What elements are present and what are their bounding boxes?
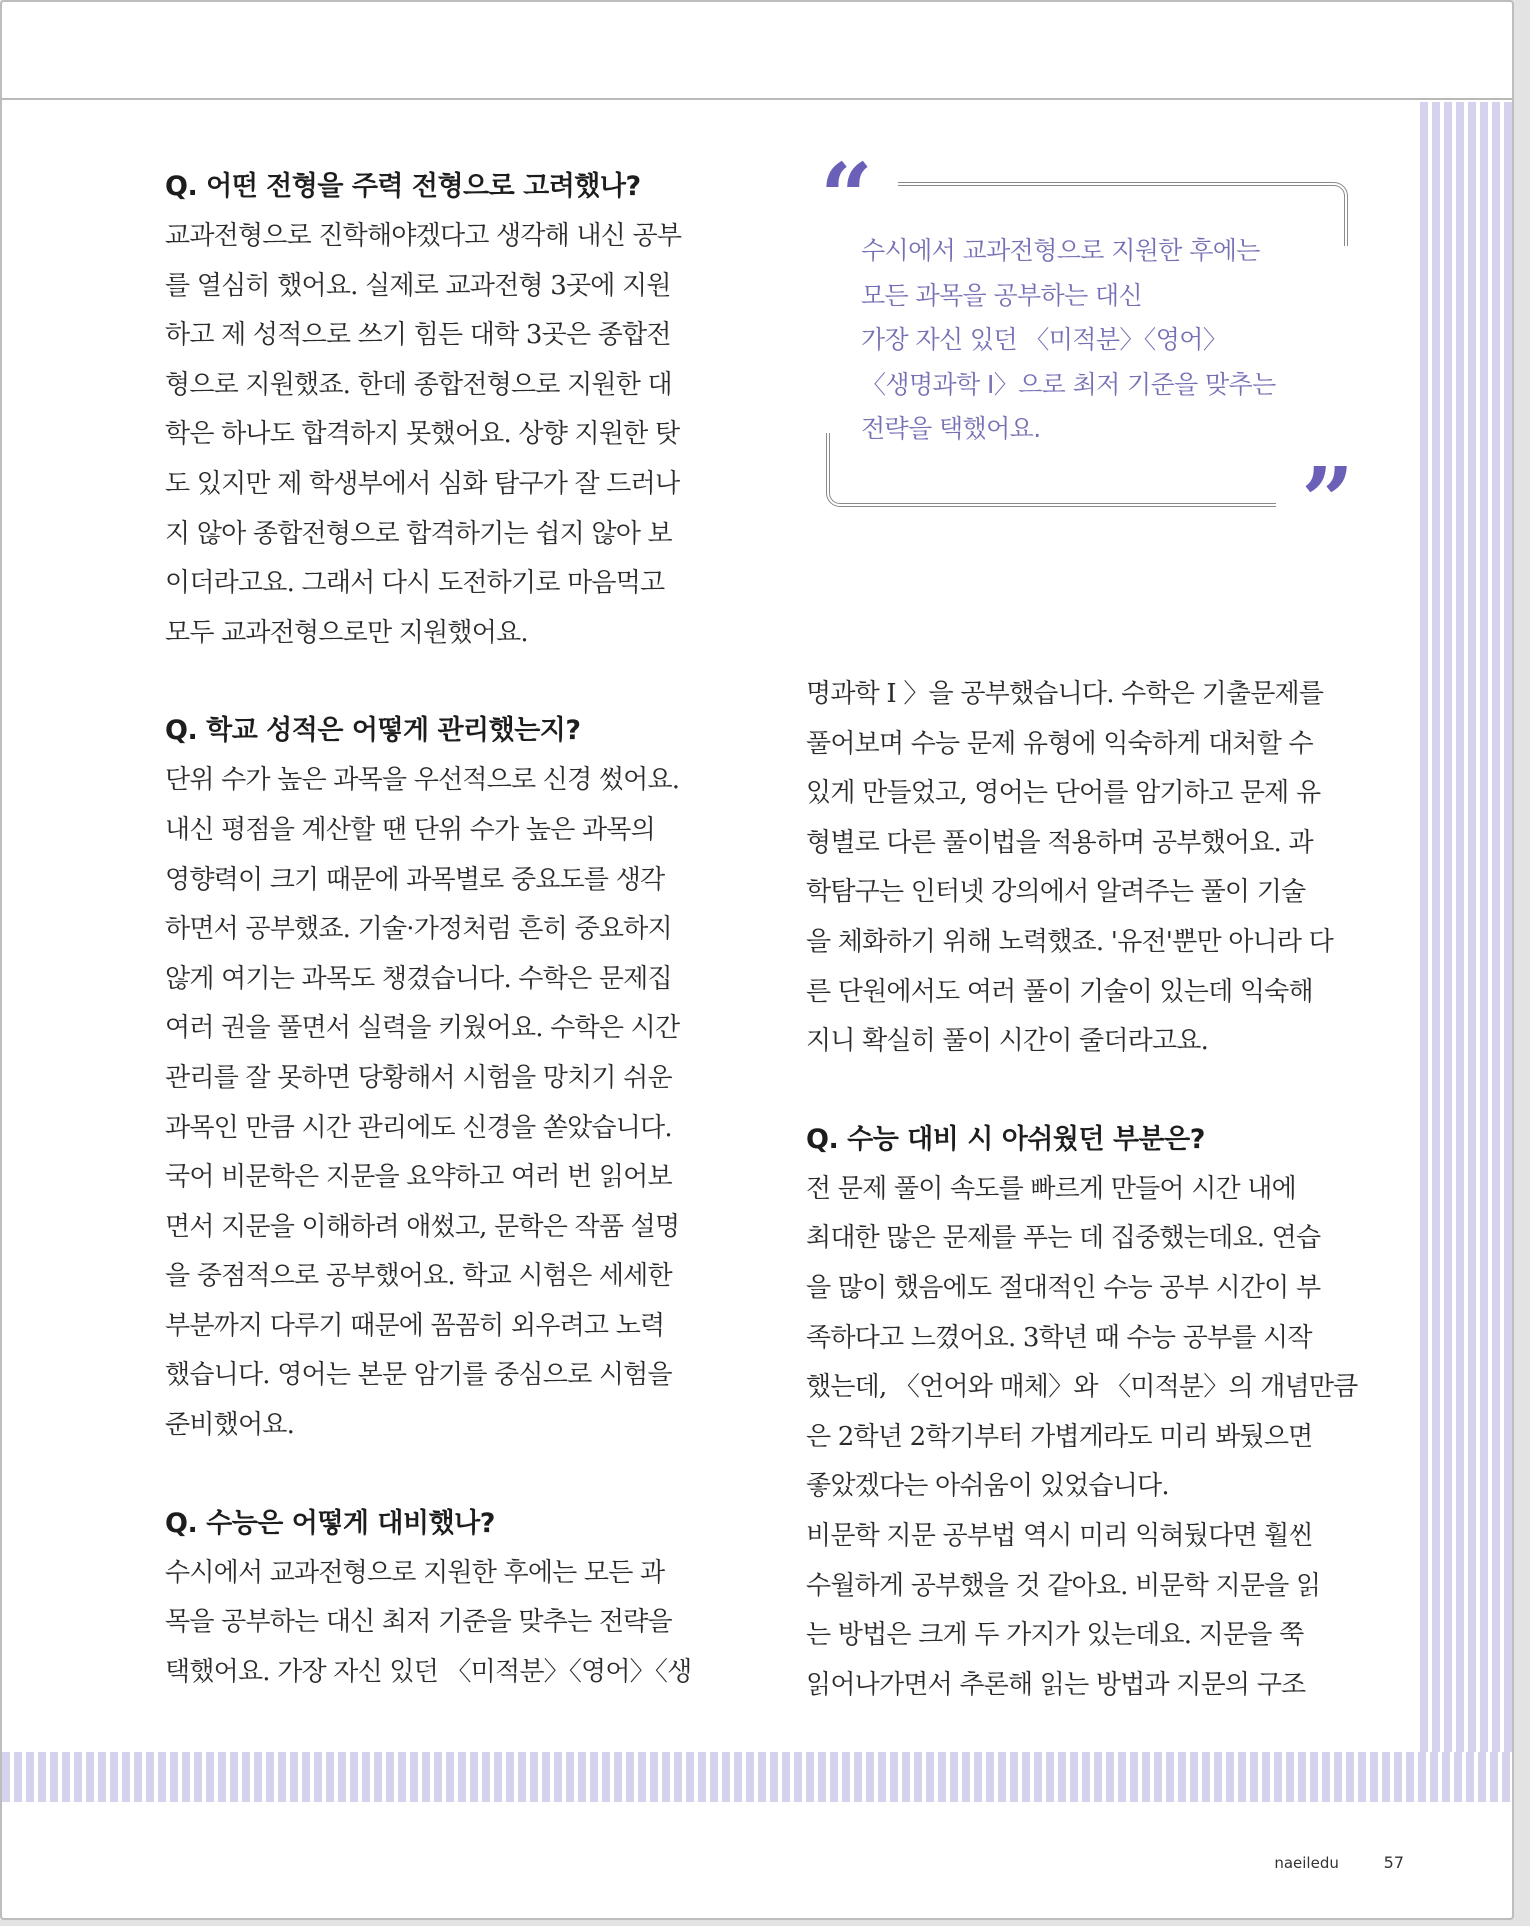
body-line: 을 많이 했음에도 절대적인 수능 공부 시간이 부 — [806, 1272, 1321, 1303]
body-line: 국어 비문학은 지문을 요약하고 여러 번 읽어보 — [165, 1162, 672, 1193]
body-line: 는 방법은 크게 두 가지가 있는데요. 지문을 쭉 — [806, 1620, 1304, 1651]
question-heading: Q. 어떤 전형을 주력 전형으로 고려했나? — [165, 171, 641, 202]
body-line: 내신 평점을 계산할 땐 단위 수가 높은 과목의 — [165, 814, 655, 845]
footer-brand: naeiledu — [1274, 1854, 1339, 1872]
body-line: 준비했어요. — [165, 1410, 295, 1441]
body-line: 좋았겠다는 아쉬움이 있었습니다. — [806, 1471, 1169, 1502]
body-line: 단위 수가 높은 과목을 우선적으로 신경 썼어요. — [165, 765, 680, 796]
body-line: 족하다고 느꼈어요. 3학년 때 수능 공부를 시작 — [806, 1322, 1312, 1353]
body-line: 도 있지만 제 학생부에서 심화 탐구가 잘 드러나 — [165, 468, 680, 499]
pull-quote-text — [861, 229, 1331, 452]
answer-body — [165, 756, 705, 1450]
body-line: 영향력이 크기 때문에 과목별로 중요도를 생각 — [165, 864, 665, 895]
pull-quote-line: 전략을 택했어요. — [861, 414, 1041, 444]
body-line: 을 중점적으로 공부했어요. 학교 시험은 세세한 — [165, 1261, 672, 1292]
body-line: 했는데, 〈언어와 매체〉와 〈미적분〉의 개념만큼 — [806, 1372, 1358, 1403]
body-line: 이더라고요. 그래서 다시 도전하기로 마음먹고 — [165, 568, 665, 599]
body-line: 과목인 만큼 시간 관리에도 신경을 쏟았습니다. — [165, 1112, 672, 1143]
body-line: 있게 만들었고, 영어는 단어를 암기하고 문제 유 — [806, 778, 1321, 809]
body-line: 않게 여기는 과목도 챙겼습니다. 수학은 문제집 — [165, 963, 672, 994]
body-line: 여러 권을 풀면서 실력을 키웠어요. 수학은 시간 — [165, 1013, 680, 1044]
answer-body — [165, 1549, 705, 1698]
body-line: 비문학 지문 공부법 역시 미리 익혀뒀다면 훨씬 — [806, 1520, 1313, 1551]
body-line: 관리를 잘 못하면 당황해서 시험을 망치기 쉬운 — [165, 1062, 672, 1093]
body-line: 목을 공부하는 대신 최저 기준을 맞추는 전략을 — [165, 1607, 672, 1638]
body-line: 하면서 공부했죠. 기술·가정처럼 흔히 중요하지 — [165, 914, 672, 945]
body-line: 을 체화하기 위해 노력했죠. '유전'뿐만 아니라 다 — [806, 926, 1333, 957]
decorative-stripe-horizontal — [2, 1752, 1512, 1802]
answer-body — [165, 212, 705, 658]
answer-body-continued — [806, 670, 1346, 1067]
decorative-stripe-vertical — [1420, 102, 1512, 1756]
body-line: 학탐구는 인터넷 강의에서 알려주는 풀이 기술 — [806, 877, 1306, 908]
pull-quote-line: 〈생명과학 I〉으로 최저 기준을 맞추는 — [861, 369, 1276, 399]
pull-quote-line: 수시에서 교과전형으로 지원한 후에는 — [861, 236, 1260, 265]
body-line: 하고 제 성적으로 쓰기 힘든 대학 3곳은 종합전 — [165, 320, 671, 351]
body-line: 면서 지문을 이해하려 애썼고, 문학은 작품 설명 — [165, 1211, 680, 1242]
body-line: 명과학 I 〉을 공부했습니다. 수학은 기출문제를 — [806, 679, 1324, 709]
body-line: 최대한 많은 문제를 푸는 데 집중했는데요. 연습 — [806, 1223, 1321, 1254]
body-line: 택했어요. 가장 자신 있던 〈미적분〉〈영어〉〈생 — [165, 1656, 692, 1687]
open-quote-icon: “ — [820, 143, 873, 251]
right-column — [806, 670, 1358, 1710]
body-line: 수월하게 공부했을 것 같아요. 비문학 지문을 읽 — [806, 1570, 1321, 1601]
question-heading: Q. 수능은 어떻게 대비했나? — [165, 1507, 495, 1539]
answer-body — [806, 1165, 1358, 1711]
body-line: 형별로 다른 풀이법을 적용하며 공부했어요. 과 — [806, 827, 1313, 858]
pull-quote-line: 모든 과목을 공부하는 대신 — [861, 280, 1143, 310]
left-column — [165, 162, 705, 1697]
body-line: 른 단원에서도 여러 풀이 기술이 있는데 익숙해 — [806, 976, 1313, 1007]
question-heading: Q. 수능 대비 시 아쉬웠던 부분은? — [806, 1123, 1205, 1155]
question-heading: Q. 학교 성적은 어떻게 관리했는지? — [165, 715, 581, 747]
page-number: 57 — [1383, 1853, 1404, 1872]
body-line: 전 문제 풀이 속도를 빠르게 만들어 시간 내에 — [806, 1173, 1296, 1204]
close-quote-icon: ” — [1301, 447, 1354, 555]
body-line: 를 열심히 했어요. 실제로 교과전형 3곳에 지원 — [165, 270, 671, 301]
body-line: 지 않아 종합전형으로 합격하기는 쉽지 않아 보 — [165, 518, 672, 549]
body-line: 모두 교과전형으로만 지원했어요. — [165, 617, 528, 648]
body-line: 풀어보며 수능 문제 유형에 익숙하게 대처할 수 — [806, 728, 1313, 759]
body-line: 은 2학년 2학기부터 가볍게라도 미리 봐뒀으면 — [806, 1421, 1313, 1452]
body-line: 했습니다. 영어는 본문 암기를 중심으로 시험을 — [165, 1360, 672, 1391]
body-line: 부분까지 다루기 때문에 꼼꼼히 외우려고 노력 — [165, 1310, 665, 1341]
body-line: 학은 하나도 합격하지 못했어요. 상향 지원한 탓 — [165, 419, 680, 450]
body-line: 교과전형으로 진학해야겠다고 생각해 내신 공부 — [165, 221, 682, 251]
pull-quote-line: 가장 자신 있던 〈미적분〉〈영어〉 — [861, 325, 1228, 355]
body-line: 지니 확실히 풀이 시간이 줄더라고요. — [806, 1026, 1209, 1057]
pull-quote — [820, 143, 1354, 555]
body-line: 수시에서 교과전형으로 지원한 후에는 모든 과 — [165, 1557, 665, 1588]
page-footer — [1274, 1853, 1404, 1872]
body-line: 형으로 지원했죠. 한데 종합전형으로 지원한 대 — [165, 369, 672, 400]
body-line: 읽어나가면서 추론해 읽는 방법과 지문의 구조 — [806, 1669, 1306, 1700]
